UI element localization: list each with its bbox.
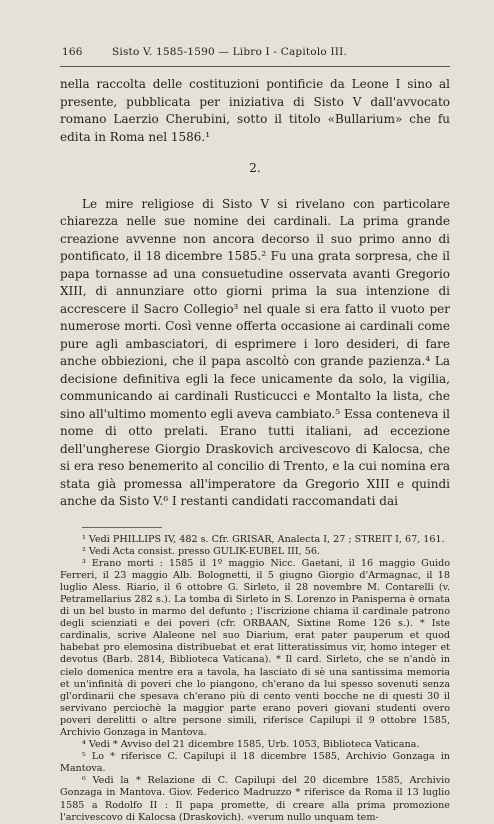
footnote: ⁴ Vedi * Avviso del 21 dicembre 1585, Urb. 1053, Biblioteca Vaticana. [82,739,420,751]
footnote-rule [82,527,162,528]
main-text [60,76,450,824]
footnote: ⁵ Lo * riferisce C. Capilupi il 18 dicembre 1585, Archivio Gonzaga in Mantova. [60,751,450,775]
paragraph-continuation: nella raccolta delle costituzioni pontificie da Leone I sino al presente, pubblicata per iniziativa di Sisto V dall'avvocato romano Laerzio Cherubini, sotto il titolo «Bullarium» che fu edita in Roma nel 1586.¹ [60,77,450,144]
header-rule [60,66,450,67]
footnote: ³ Erano morti : 1585 il 1º maggio Nicc. Gaetani, il 16 maggio Guido Ferreri, il 23 maggio Alb. Bolognetti, il 5 giugno Giorgio d'Armagnac, il 18 luglio Aless. Riario, il 6 ottobre G. Sirleto, il 28 novembre M. Contarelli (v. Petramellarius 282 s.). La tomba di Sirleto in S. Lorenzo in Panisperna è ornata di un bel busto in marmo del defunto ; l'iscrizione chiama il cardinale patrono degli scienziati e dei poveri (cfr. ORBAAN, Sixtine Rome 126 s.). * Iste cardinalis, scrive Alaleone nel suo Diarium, erat pater pauperum et quod habebat pro elemosina distribuebat et erat litteratissimus vir, homo integer et devotus (Barb. 2814, Biblioteca Vaticana). * Il card. Sirleto, che se n'andò in cielo domenica mentre era a tavola, ha lasciato di sè una santissima memoria et un'infinità di poveri che lo piangono, ch'erano da lui spesso sovenuti senza gl'ordinarii che spesava ch'erano più di cento venti bocche ne di questi 30 il servivano perciochè la maggior parte erano poveri giovani studenti overo poveri derelitti o altre persone simili, riferisce Capilupi il 9 ottobre 1585, Archivio Gonzaga in Mantova. [60,557,450,738]
page-number: 166 [62,46,83,58]
paragraph: Le mire religiose di Sisto V si rivelano con particolare chiarezza nelle sue nomine dei cardinali. La prima grande creazione avvenne non ancora decorso il suo primo anno di pontificato, il 18 dicembre 1585.² Fu una grata sorpresa, che il papa tornasse ad una consuetudine osservata avanti Gregorio XIII, di annunziare otto giorni prima la sua intenzione di accrescere il Sacro Collegio³ nel quale si era fatto il vuoto per numerose morti. Così venne offerta occasione ai cardinali come pure agli ambasciatori, di esprimere i loro desideri, di fare anche obbiezioni, che il papa ascoltò con grande pazienza.⁴ La decisione definitiva egli la fece unicamente da solo, la vigilia, communicando ai cardinali Rusticucci e Montalto la lista, che sino all'ultimo momento egli aveva cambiato.⁵ Essa conteneva il nome di otto prelati. Erano tutti italiani, ad eccezione dell'ungherese Giorgio Draskovich arcivescovo di Kalocsa, che si era reso benemerito al concilio di Trento, e la cui nomina era stata già promessa all'imperatore da Gregorio XIII e quindi anche da Sisto V.⁶ I restanti candidati raccomandati dai [60,196,450,508]
footnotes [60,534,450,824]
footnote: ² Vedi Acta consist. presso GULIK-EUBEL III, 56. [82,545,320,557]
footnote: ⁶ Vedi la * Relazione di C. Capilupi del 20 dicembre 1585, Archivio Gonzaga in Mantova. Giov. Federico Madruzzo * riferisce da Roma il 13 luglio 1585 a Rodolfo II : Il papa promette, di creare alla prima promozione l'arcivescovo di Kalocsa (Draskovich). «verum nullo unquam tem- [60,775,450,823]
section-number: 2. [249,161,261,175]
footnote: ¹ Vedi PHILLIPS IV, 482 s. Cfr. GRISAR, Analecta I, 27 ; STREIT I, 67, 161. [82,533,445,545]
running-title: Sisto V. 1585-1590 — Libro I - Capitolo III. [112,46,348,58]
